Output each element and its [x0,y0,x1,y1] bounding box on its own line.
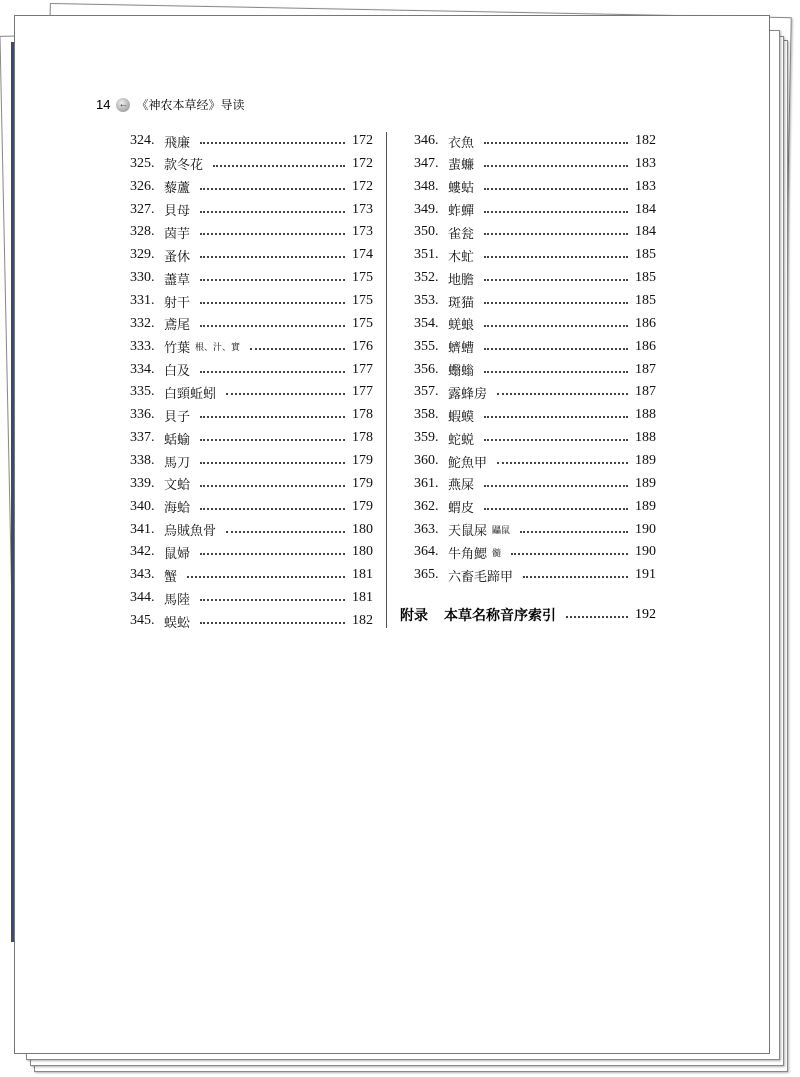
entry-page: 182 [635,133,656,148]
toc-entry[interactable] [130,177,373,197]
entry-page: 177 [352,361,373,377]
toc-entry[interactable] [130,405,373,425]
entry-number: 344. [130,590,155,606]
entry-number: 348. [414,178,439,194]
entry-number: 330. [130,270,155,286]
leader-dots [497,393,628,395]
entry-page: 181 [352,567,373,583]
entry-number: 333. [130,338,155,354]
toc-entry[interactable] [414,542,656,562]
entry-page: 188 [635,407,656,423]
entry-name: 海蛤 [164,501,191,517]
entry-page: 187 [635,361,656,377]
entry-page: 180 [352,521,373,537]
entry-number: 339. [130,475,155,491]
entry-name: 藎草 [164,272,191,288]
leader-dots [226,393,345,395]
entry-name: 馬陸 [164,592,191,608]
entry-number: 325. [130,155,155,171]
leader-dots [187,576,345,578]
toc-entry[interactable] [130,222,373,242]
entry-number: 327. [130,201,155,217]
entry-name: 地膽 [448,272,475,288]
entry-name: 鼠婦 [164,546,191,562]
entry-number: 336. [130,407,155,423]
toc-entry[interactable] [130,291,373,311]
leader-dots [566,616,628,618]
toc-entry[interactable] [130,497,373,517]
entry-number: 332. [130,315,155,331]
entry-number: 341. [130,521,155,537]
entry-name: 飛廉 [164,135,191,151]
leader-dots [484,348,628,350]
back-arrow-icon[interactable]: ← [118,99,129,110]
leader-dots [523,576,628,578]
toc-entry[interactable] [130,314,373,334]
leader-dots [200,553,345,555]
entry-page: 174 [352,247,373,263]
leader-dots [200,599,345,601]
entry-number: 358. [414,407,439,423]
entry-number: 342. [130,544,155,560]
toc-entry[interactable] [130,154,373,174]
page-number: 14 [96,97,111,112]
toc-entry[interactable] [130,474,373,494]
leader-dots [200,371,345,373]
leader-dots [484,508,628,510]
entry-number: 337. [130,430,155,446]
toc-entry[interactable] [414,405,656,425]
entry-number: 353. [414,293,439,309]
entry-number: 360. [414,453,439,469]
entry-page: 178 [352,407,373,423]
entry-page: 183 [635,155,656,171]
entry-name: 竹葉 [164,341,191,357]
toc-entry[interactable] [414,565,656,585]
leader-dots [226,531,345,533]
entry-page: 179 [352,498,373,514]
entry-page: 181 [352,590,373,606]
entry-page: 182 [352,613,373,629]
entry-number: 350. [414,224,439,240]
entry-number: 365. [414,567,439,583]
entry-number: 345. [130,613,155,629]
entry-page: 185 [635,270,656,286]
entry-note: 鼺鼠 [492,526,511,537]
toc-entry[interactable] [414,451,656,471]
entry-note: 根、汁、實 [195,343,241,354]
leader-dots [497,462,628,464]
toc-entry[interactable] [414,131,656,151]
entry-number: 359. [414,430,439,446]
leader-dots [200,485,345,487]
toc-entry[interactable] [130,565,373,585]
leader-dots [484,165,628,167]
entry-name: 衣魚 [448,135,475,151]
toc-entry[interactable] [130,428,373,448]
entry-number: 343. [130,567,155,583]
entry-page: 184 [635,224,656,240]
leader-dots [484,279,628,281]
leader-dots [484,188,628,190]
entry-name: 螻蛄 [448,181,475,197]
entry-number: 328. [130,224,155,240]
leader-dots [484,325,628,327]
leader-dots [484,256,628,258]
entry-page: 172 [352,155,373,171]
leader-dots [200,439,345,441]
entry-page: 187 [635,384,656,400]
entry-page: 179 [352,475,373,491]
entry-name: 白及 [164,364,191,380]
entry-page: 176 [352,338,373,354]
leader-dots [484,439,628,441]
entry-name: 白頸蚯蚓 [164,386,217,402]
document-page [14,15,770,1054]
entry-name: 鮀魚甲 [448,455,488,471]
entry-number: 346. [414,133,439,148]
appendix-label: 附录 [400,608,428,624]
entry-name: 蠐螬 [448,341,475,357]
entry-page: 177 [352,384,373,400]
entry-name: 牛角鰓 [448,546,488,562]
entry-page: 189 [635,475,656,491]
entry-number: 331. [130,293,155,309]
toc-appendix-entry[interactable] [400,604,656,626]
leader-dots [484,416,628,418]
entry-name: 蛇蜕 [448,432,475,448]
entry-page: 189 [635,498,656,514]
entry-number: 352. [414,270,439,286]
leader-dots [200,188,345,190]
entry-name: 雀瓮 [448,226,475,242]
toc-entry[interactable] [414,520,656,540]
entry-name: 露蜂房 [448,386,488,402]
entry-number: 363. [414,521,439,537]
entry-page: 172 [352,133,373,148]
entry-name: 射干 [164,295,191,311]
entry-number: 351. [414,247,439,263]
entry-name: 蜚蠊 [448,158,475,174]
entry-number: 326. [130,178,155,194]
toc-entry[interactable] [414,245,656,265]
leader-dots [200,233,345,235]
toc-entry[interactable] [130,200,373,220]
toc-entry[interactable] [130,588,373,608]
entry-name: 茵芋 [164,226,191,242]
entry-page: 191 [635,567,656,583]
entry-name: 蚱蟬 [448,204,475,220]
book-title: 《神农本草经》导读 [136,98,245,112]
entry-name: 斑猫 [448,295,475,311]
entry-page: 184 [635,201,656,217]
leader-dots [484,485,628,487]
entry-page: 185 [635,293,656,309]
toc-entry[interactable] [130,268,373,288]
appendix-page: 192 [635,607,656,622]
toc-entry[interactable] [414,200,656,220]
entry-name: 蜈蚣 [164,615,191,631]
entry-page: 173 [352,201,373,217]
leader-dots [484,371,628,373]
toc-entry[interactable] [414,154,656,174]
toc-entry[interactable] [130,382,373,402]
toc-entry[interactable] [414,222,656,242]
entry-page: 175 [352,315,373,331]
entry-page: 185 [635,247,656,263]
entry-name: 蝟皮 [448,501,475,517]
entry-number: 362. [414,498,439,514]
entry-number: 361. [414,475,439,491]
entry-page: 175 [352,293,373,309]
leader-dots [200,462,345,464]
toc-entry[interactable] [414,177,656,197]
entry-number: 335. [130,384,155,400]
entry-name: 蝦蟆 [448,409,475,425]
page-header [96,96,244,113]
toc-entry[interactable] [414,428,656,448]
leader-dots [200,256,345,258]
leader-dots [200,416,345,418]
toc-entry[interactable] [414,291,656,311]
leader-dots [200,302,345,304]
entry-page: 178 [352,430,373,446]
leader-dots [200,211,345,213]
entry-page: 175 [352,270,373,286]
leader-dots [200,508,345,510]
leader-dots [484,302,628,304]
leader-dots [200,279,345,281]
leader-dots [213,165,345,167]
toc-entry[interactable] [130,360,373,380]
entry-page: 186 [635,315,656,331]
toc-entry[interactable] [130,337,373,357]
entry-number: 347. [414,155,439,171]
toc-entry[interactable] [130,245,373,265]
toc-entry[interactable] [414,314,656,334]
toc-entry[interactable] [414,360,656,380]
toc-entry[interactable] [130,542,373,562]
entry-number: 334. [130,361,155,377]
entry-page: 172 [352,178,373,194]
entry-number: 324. [130,133,155,148]
entry-page: 183 [635,178,656,194]
entry-number: 357. [414,384,439,400]
entry-name: 馬刀 [164,455,191,471]
entry-name: 蚤休 [164,249,191,265]
toc-entry[interactable] [130,611,373,631]
leader-dots [200,142,345,144]
leader-dots [484,211,628,213]
column-divider [386,132,387,628]
toc-entry[interactable] [414,497,656,517]
entry-page: 180 [352,544,373,560]
entry-name: 鳶尾 [164,318,191,334]
toc-entry[interactable] [130,520,373,540]
entry-page: 189 [635,453,656,469]
entry-number: 355. [414,338,439,354]
entry-name: 六畜毛蹄甲 [448,569,514,585]
toc-entry[interactable] [414,337,656,357]
entry-name: 天鼠屎 [448,524,488,540]
toc-entry[interactable] [130,451,373,471]
entry-number: 354. [414,315,439,331]
entry-name: 木虻 [448,249,475,265]
toc-entry[interactable] [414,474,656,494]
toc-entry[interactable] [414,268,656,288]
entry-number: 338. [130,453,155,469]
entry-name: 烏賊魚骨 [164,524,217,540]
entry-name: 蛞蝓 [164,432,191,448]
leader-dots [200,622,345,624]
leader-dots [511,553,628,555]
entry-page: 173 [352,224,373,240]
entry-name: 燕屎 [448,478,475,494]
entry-number: 340. [130,498,155,514]
entry-name: 文蛤 [164,478,191,494]
entry-number: 364. [414,544,439,560]
entry-page: 188 [635,430,656,446]
entry-note: 髓 [492,548,502,559]
entry-number: 356. [414,361,439,377]
entry-page: 190 [635,521,656,537]
entry-page: 190 [635,544,656,560]
toc-entry[interactable] [414,382,656,402]
entry-name: 蠮螉 [448,364,475,380]
entry-number: 329. [130,247,155,263]
entry-number: 349. [414,201,439,217]
entry-name: 蟹 [164,569,178,585]
entry-name: 款冬花 [164,158,204,174]
leader-dots [200,325,345,327]
leader-dots [520,531,628,533]
leader-dots [484,142,628,144]
entry-name: 蜣蜋 [448,318,475,334]
entry-name: 貝母 [164,204,191,220]
entry-page: 186 [635,338,656,354]
leader-dots [484,233,628,235]
entry-name: 貝子 [164,409,191,425]
leader-dots [250,348,345,350]
entry-name: 藜蘆 [164,181,191,197]
toc-entry[interactable] [130,131,373,151]
entry-page: 179 [352,453,373,469]
appendix-title: 本草名称音序索引 [444,608,556,624]
